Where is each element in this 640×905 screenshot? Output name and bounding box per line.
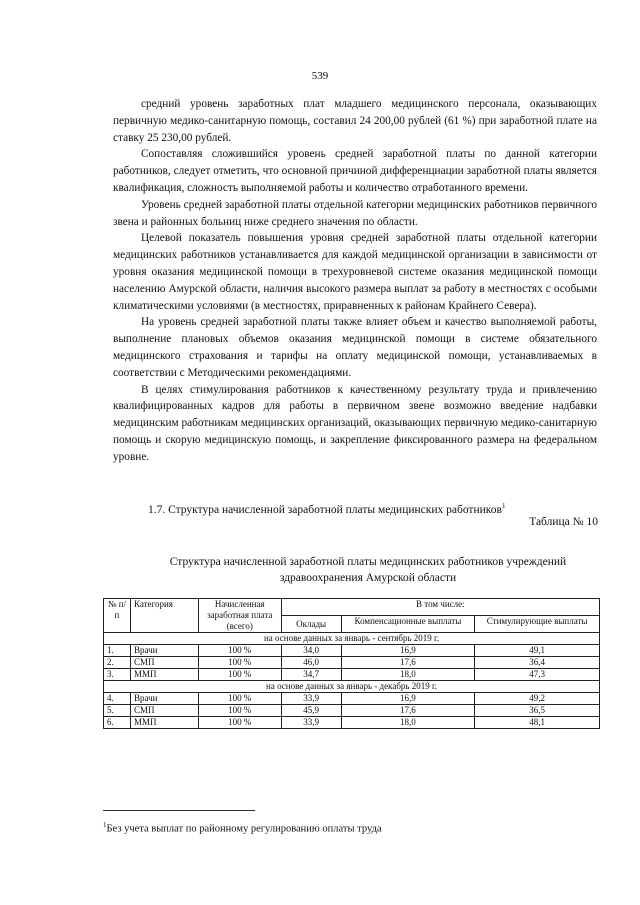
row-num: 1.	[104, 645, 131, 657]
header-num: № п/п	[104, 599, 131, 633]
row-num: 2.	[104, 657, 131, 669]
row-incentive: 36,5	[475, 705, 600, 717]
table-row	[104, 645, 600, 657]
group-label: на основе данных за январь - декабрь 2019 г.	[104, 681, 600, 693]
header-category: Категория	[130, 599, 198, 633]
footnote-mark: 1	[103, 821, 107, 829]
row-num: 5.	[104, 705, 131, 717]
table-title: Структура начисленной заработной платы медицинских работников учреждений здравоохранения Амурской области	[169, 556, 567, 584]
paragraph: На уровень средней заработной платы также влияет объем и качество выполняемой работы, выполнение плановых объемов оказания медицинской помощи в системе обязательного медицинского страхования и тарифы на оплату медицинской помощи, устанавливаемых в соответствии с Методическими рекомендациями.	[113, 316, 597, 379]
row-num: 4.	[104, 693, 131, 705]
row-salaries: 33,9	[281, 717, 341, 729]
salary-structure-table	[103, 598, 600, 729]
header-including: В том числе:	[281, 599, 599, 616]
row-category: ММП	[130, 717, 198, 729]
paragraph: Сопоставляя сложившийся уровень средней заработной платы по данной категории работников, следует отметить, что основной причиной дифференциации заработной платы является квалификация, сложность выполняемой работы и количество отработанного времени.	[113, 148, 597, 194]
row-salaries: 45,9	[281, 705, 341, 717]
row-compensation: 16,9	[341, 645, 475, 657]
body-text	[113, 96, 597, 466]
table-row	[104, 717, 600, 729]
header-salaries: Оклады	[281, 616, 341, 633]
row-incentive: 49,1	[475, 645, 600, 657]
row-total: 100 %	[198, 717, 281, 729]
row-total: 100 %	[198, 693, 281, 705]
table-row	[104, 705, 600, 717]
row-salaries: 34,7	[281, 669, 341, 681]
row-compensation: 17,6	[341, 657, 475, 669]
row-salaries: 46,0	[281, 657, 341, 669]
row-category: ММП	[130, 669, 198, 681]
row-total: 100 %	[198, 705, 281, 717]
row-category: СМП	[130, 657, 198, 669]
group-label: на основе данных за январь - сентябрь 2019 г.	[104, 633, 600, 645]
paragraph: В целях стимулирования работников к качественному результату труда и привлечению квалифицированных кадров для работы в первичном звене возможно введение надбавки медицинским работникам медицинских организаций, оказывающих первичную медико-санитарную помощь и скорую медицинскую помощь, и закрепление фиксированного размера на федеральном уровне.	[113, 383, 597, 463]
row-num: 3.	[104, 669, 131, 681]
row-category: Врачи	[130, 645, 198, 657]
table-row	[104, 693, 600, 705]
row-salaries: 33,9	[281, 693, 341, 705]
paragraph: Целевой показатель повышения уровня средней заработной платы отдельной категории медицинских работников устанавливается для каждой медицинской организации в зависимости от уровня оказания медицинской помощи в трехуровневой системе оказания медицинской помощи населению Амурской области, наличия высокого размера выплат за работу в местностях с особыми климатическими условиями (в местностях, приравненных к районам Крайнего Севера).	[113, 232, 597, 312]
footnote-reference: 1	[501, 502, 506, 510]
header-incentive: Стимулирующие выплаты	[475, 616, 600, 633]
table-number: Таблица № 10	[529, 516, 598, 528]
row-incentive: 47,3	[475, 669, 600, 681]
row-compensation: 18,0	[341, 717, 475, 729]
row-incentive: 49,2	[475, 693, 600, 705]
section-heading-text: 1.7. Структура начисленной заработной платы медицинских работников	[148, 503, 502, 516]
paragraph: Уровень средней заработной платы отдельной категории медицинских работников первичного звена и районных больниц ниже среднего значения по области.	[113, 198, 597, 228]
header-compensation: Компенсационные выплаты	[341, 616, 475, 633]
table-row	[104, 657, 600, 669]
header-total: Начисленная заработная плата (всего)	[198, 599, 281, 633]
row-salaries: 34,0	[281, 645, 341, 657]
footnote-text: Без учета выплат по районному регулированию оплаты труда	[106, 823, 382, 835]
row-category: СМП	[130, 705, 198, 717]
row-incentive: 48,1	[475, 717, 600, 729]
row-total: 100 %	[198, 645, 281, 657]
row-total: 100 %	[198, 669, 281, 681]
row-total: 100 %	[198, 657, 281, 669]
table-row	[104, 669, 600, 681]
row-compensation: 18,0	[341, 669, 475, 681]
row-category: Врачи	[130, 693, 198, 705]
row-compensation: 16,9	[341, 693, 475, 705]
row-incentive: 36,4	[475, 657, 600, 669]
row-num: 6.	[104, 717, 131, 729]
footnote	[103, 821, 382, 835]
paragraph: средний уровень заработных плат младшего медицинского персонала, оказывающих первичную медико-санитарную помощь, составил 24 200,00 рублей (61 %) при заработной плате на ставку 25 230,00 рублей.	[113, 98, 597, 144]
footnote-divider	[103, 810, 255, 811]
row-compensation: 17,6	[341, 705, 475, 717]
page-number: 539	[311, 70, 329, 82]
